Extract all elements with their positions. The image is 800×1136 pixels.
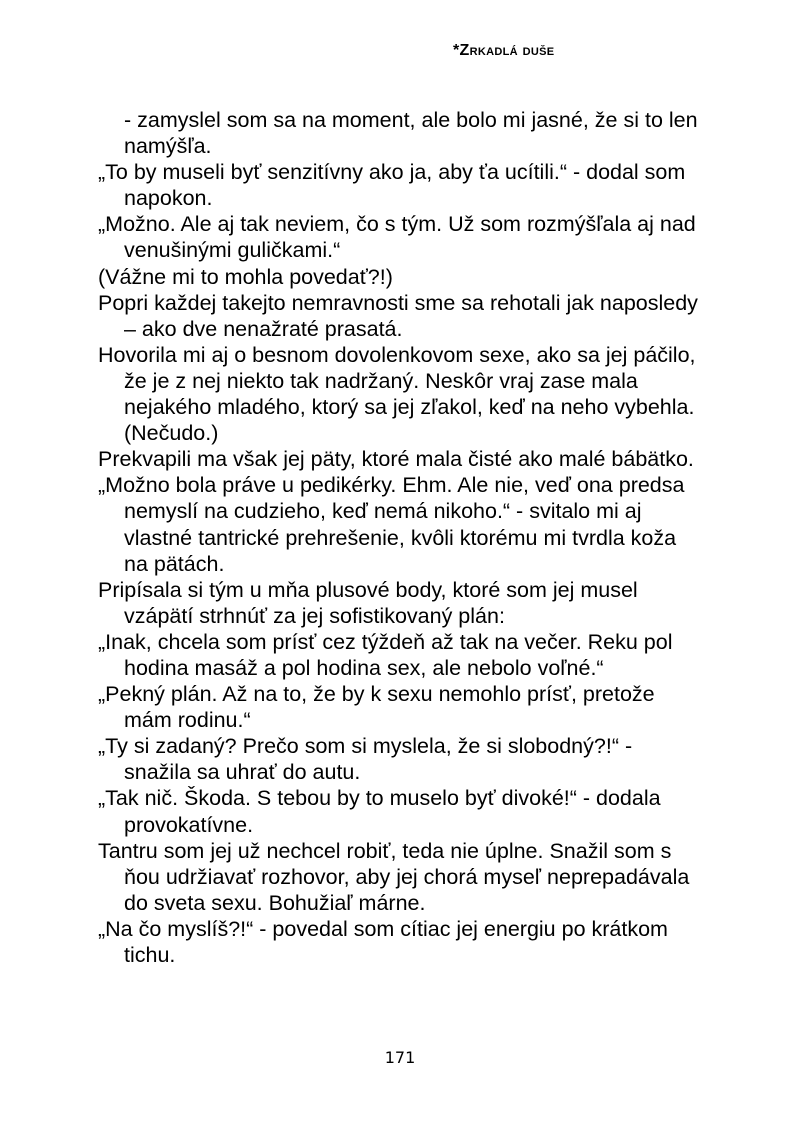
paragraph: Hovorila mi aj o besnom dovolenkovom sexe, ako sa jej páčilo, že je z nej niekto tak nadržaný. Neskôr vraj zase mala nejakého mladého, ktorý sa jej zľakol, keď na neho vybehla. (Nečudo.) — [98, 342, 696, 446]
paragraph: „Ty si zadaný? Prečo som si myslela, že si slobodný?!“ - snažila sa uhrať do autu. — [98, 734, 633, 785]
paragraph: „Možno bola práve u pedikérky. Ehm. Ale nie, veď ona predsa nemyslí na cudzieho, keď nemá nikoho.“ - svitalo mi aj vlastné tantrické prehrešenie, kvôli ktorému mi tvrdla koža na pätách. — [98, 473, 685, 576]
paragraph: Tantru som jej už nechcel robiť, teda nie úplne. Snažil som s ňou udržiavať rozhovor, aby jej chorá myseľ neprepadávala do sveta sexu. Bohužiaľ márne. — [98, 838, 690, 915]
paragraph: Popri každej takejto nemravnosti sme sa rehotali jak naposledy – ako dve nenažraté prasatá. — [98, 290, 698, 341]
paragraph: Pripísala si tým u mňa plusové body, ktoré som jej musel vzápätí strhnúť za jej sofistikovaný plán: — [98, 577, 638, 628]
paragraph: „Možno. Ale aj tak neviem, čo s tým. Už som rozmýšľala aj nad venušinými guličkami.“ — [98, 212, 696, 263]
paragraph: „To by museli byť senzitívny ako ja, aby ťa ucítili.“ - dodal som napokon. — [98, 160, 686, 211]
body-text — [98, 107, 704, 968]
paragraph: Prekvapili ma však jej päty, ktoré mala čisté ako malé bábätko. — [98, 447, 694, 472]
running-header: *Zrkadlá duše — [453, 42, 555, 59]
paragraph: „Na čo myslíš?!“ - povedal som cítiac jej energiu po krátkom tichu. — [98, 916, 668, 967]
paragraph: „Tak nič. Škoda. S tebou by to muselo byť divoké!“ - dodala provokatívne. — [98, 786, 661, 837]
paragraph: - zamyslel som sa na moment, ale bolo mi jasné, že si to len namýšľa. — [124, 108, 698, 159]
paragraph: „Inak, chcela som prísť cez týždeň až tak na večer. Reku pol hodina masáž a pol hodina sex, ale nebolo voľné.“ — [98, 629, 673, 680]
paragraph: „Pekný plán. Až na to, že by k sexu nemohlo prísť, pretože mám rodinu.“ — [98, 682, 655, 733]
page-number: 171 — [384, 1048, 416, 1067]
paragraph: (Vážne mi to mohla povedať?!) — [98, 264, 393, 289]
